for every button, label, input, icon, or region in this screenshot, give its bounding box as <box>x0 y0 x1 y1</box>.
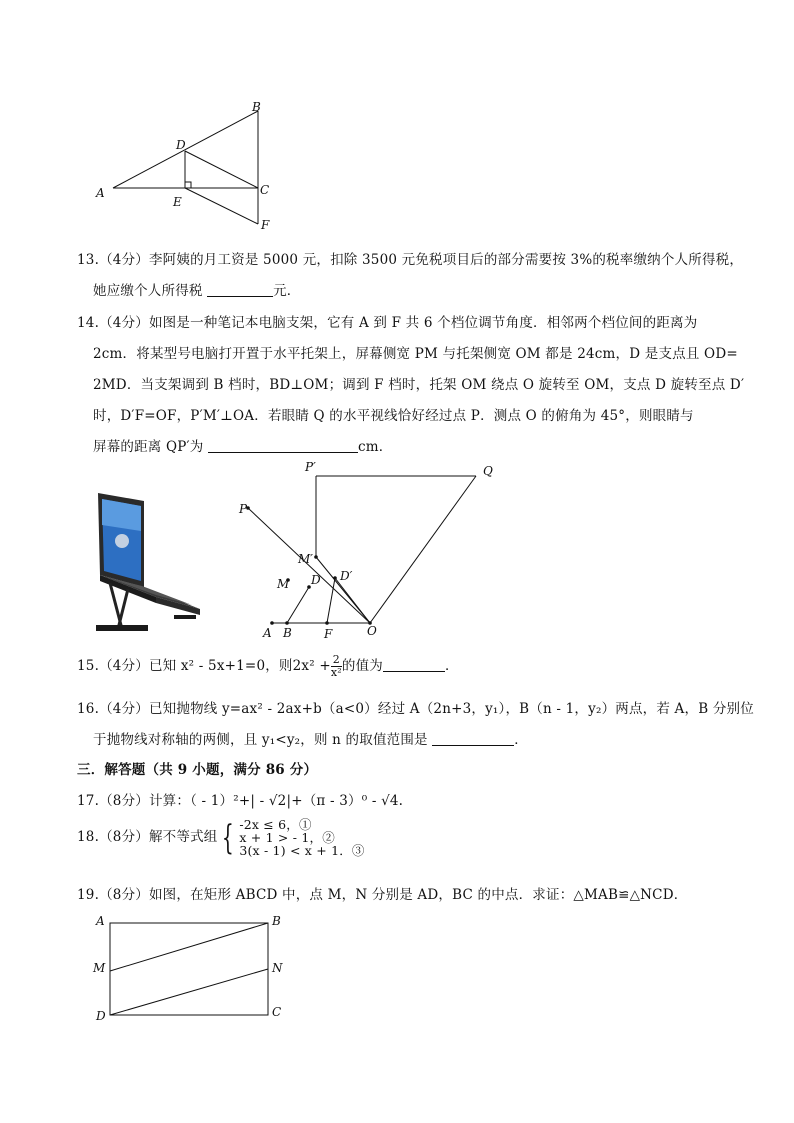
q16-line1 <box>77 697 754 717</box>
q16-answer-blank[interactable] <box>432 731 514 746</box>
segment-MB <box>110 923 268 971</box>
q16-text-2: 于抛物线对称轴的两侧，且 y₁<y₂，则 n 的取值范围是 <box>93 732 428 748</box>
q14-label-F: F <box>324 627 333 641</box>
q19-score: （8分） <box>99 887 149 903</box>
label-B: B <box>252 100 261 114</box>
q15-text-2: 的值为 <box>341 658 383 674</box>
q19-label-A: A <box>96 914 105 928</box>
q14-score: （4分） <box>99 315 149 331</box>
q13-number: 13. <box>77 252 100 268</box>
label-F: F <box>261 218 270 232</box>
right-angle-mark <box>185 182 191 188</box>
q18-eq1: -2x ≤ 6，① <box>239 817 312 832</box>
q13-text-2: 她应缴个人所得税 <box>93 283 203 299</box>
q16-number: 16. <box>77 701 100 717</box>
q15-answer-blank[interactable] <box>383 657 445 672</box>
segment-ND <box>110 969 268 1015</box>
q17-number: 17. <box>77 793 100 809</box>
label-C: C <box>260 183 270 197</box>
q14-text-6: cm． <box>358 439 393 455</box>
q13-text-1: 李阿姨的月工资是 5000 元，扣除 3500 元免税项目后的部分需要按 3%的税率缴纳个人所得税， <box>148 252 744 268</box>
q14-label-D: D <box>311 573 321 587</box>
q13-answer-blank[interactable] <box>207 282 273 297</box>
q15-score: （4分） <box>99 658 149 674</box>
q18-system <box>239 818 364 857</box>
top-geometry-figure <box>90 96 290 236</box>
q18-eq3: 3(x - 1) < x + 1．③ <box>239 843 365 858</box>
q14-label-D1: D′ <box>340 569 353 583</box>
q13-line1 <box>77 248 743 268</box>
q13-text-3: 元． <box>273 283 301 299</box>
q17-score: （8分） <box>99 793 149 809</box>
q15-text-3: ． <box>444 658 459 674</box>
segment-EF <box>185 188 258 224</box>
q14-line2 <box>93 342 738 362</box>
q14-text-4: 时，D′F=OF，P′M′⊥OA．若眼睛 Q 的水平视线恰好经过点 P．测点 O 的俯角为 45°，则眼睛与 <box>93 408 694 424</box>
q14-geometry-figure <box>230 456 510 646</box>
q16-text-1: 已知抛物线 y=ax² - 2ax+b（a<0）经过 A（2n+3，y₁），B（n - 1，y₂）两点，若 A，B 分别位 <box>148 701 754 717</box>
q13-score: （4分） <box>99 252 149 268</box>
q15-line <box>77 654 459 679</box>
q17-text: 计算：（ - 1）²+| - √2|+（π - 3）⁰ - √4. <box>148 793 404 809</box>
q14-line5 <box>93 435 392 455</box>
q14-label-M1: M′ <box>298 552 314 566</box>
label-E: E <box>173 195 182 209</box>
rectangle-ABCD <box>110 923 268 1015</box>
q19-label-N: N <box>272 961 283 975</box>
q19-label-D: D <box>96 1009 106 1023</box>
q14-line4 <box>93 404 694 424</box>
q15-number: 15. <box>77 658 100 674</box>
q14-label-P: P <box>239 502 248 516</box>
q14-label-Q: Q <box>483 464 493 478</box>
q18-score: （8分） <box>99 829 149 845</box>
q18-number: 18. <box>77 829 100 845</box>
q15-expression: 2x² + <box>292 658 331 674</box>
segment-FD1 <box>327 578 335 623</box>
label-A: A <box>96 186 105 200</box>
q16-line2 <box>93 728 528 748</box>
q19-label-C: C <box>272 1005 282 1019</box>
q16-text-3: ． <box>514 732 528 748</box>
q14-answer-blank[interactable] <box>208 438 358 453</box>
q17-line <box>77 789 403 809</box>
q15-text-1: 已知 x² - 5x+1=0，则 <box>148 658 293 674</box>
q14-text-2: 2cm．将某型号电脑打开置于水平托架上，屏幕侧宽 PM 与托架侧宽 OM 都是 24cm，D 是支点且 OD= <box>93 346 738 362</box>
segment-BD <box>287 587 309 623</box>
q19-text: 如图，在矩形 ABCD 中，点 M，N 分别是 AD，BC 的中点．求证：△MAB≌△NCD． <box>148 887 688 903</box>
q14-label-B: B <box>283 626 292 640</box>
q14-label-M: M <box>277 577 290 591</box>
q14-line1 <box>77 311 697 331</box>
section-3-heading: 三．解答题（共 9 小题，满分 86 分） <box>77 762 318 778</box>
q19-number: 19. <box>77 887 100 903</box>
q14-line3 <box>93 373 744 393</box>
segment-D1O <box>335 578 370 623</box>
q14-text-3: 2MD．当支架调到 B 档时，BD⊥OM；调到 F 档时，托架 OM 绕点 O 旋转至 OM，支点 D 旋转至点 D′ <box>93 377 745 393</box>
q18-eq2: x + 1 > - 1，② <box>239 830 335 845</box>
q14-text-1: 如图是一种笔记本电脑支架，它有 A 到 F 共 6 个档位调节角度．相邻两个档位间的距离为 <box>148 315 698 331</box>
q16-score: （4分） <box>99 701 149 717</box>
q15-fraction-numerator: 2 <box>332 653 340 666</box>
segment-QO <box>370 476 476 623</box>
segment-DC <box>185 151 258 188</box>
q15-fraction <box>331 654 342 679</box>
q18-text: 解不等式组 <box>148 829 218 845</box>
q14-label-O: O <box>367 624 377 638</box>
q18-line <box>77 818 365 857</box>
q19-label-M: M <box>93 961 106 975</box>
q13-line2 <box>93 279 301 299</box>
q14-label-A: A <box>263 626 272 640</box>
q15-fraction-denominator: x² <box>330 666 342 679</box>
q19-line <box>77 883 687 903</box>
q14-number: 14. <box>77 315 100 331</box>
q19-label-B: B <box>272 914 281 928</box>
laptop-stand-photo <box>96 491 202 634</box>
label-D: D <box>176 138 186 152</box>
q18-brace: { <box>222 817 235 858</box>
q19-rectangle-figure <box>100 915 280 1025</box>
q14-label-P1: P′ <box>305 460 316 474</box>
q14-text-5: 屏幕的距离 QP′为 <box>93 439 204 455</box>
